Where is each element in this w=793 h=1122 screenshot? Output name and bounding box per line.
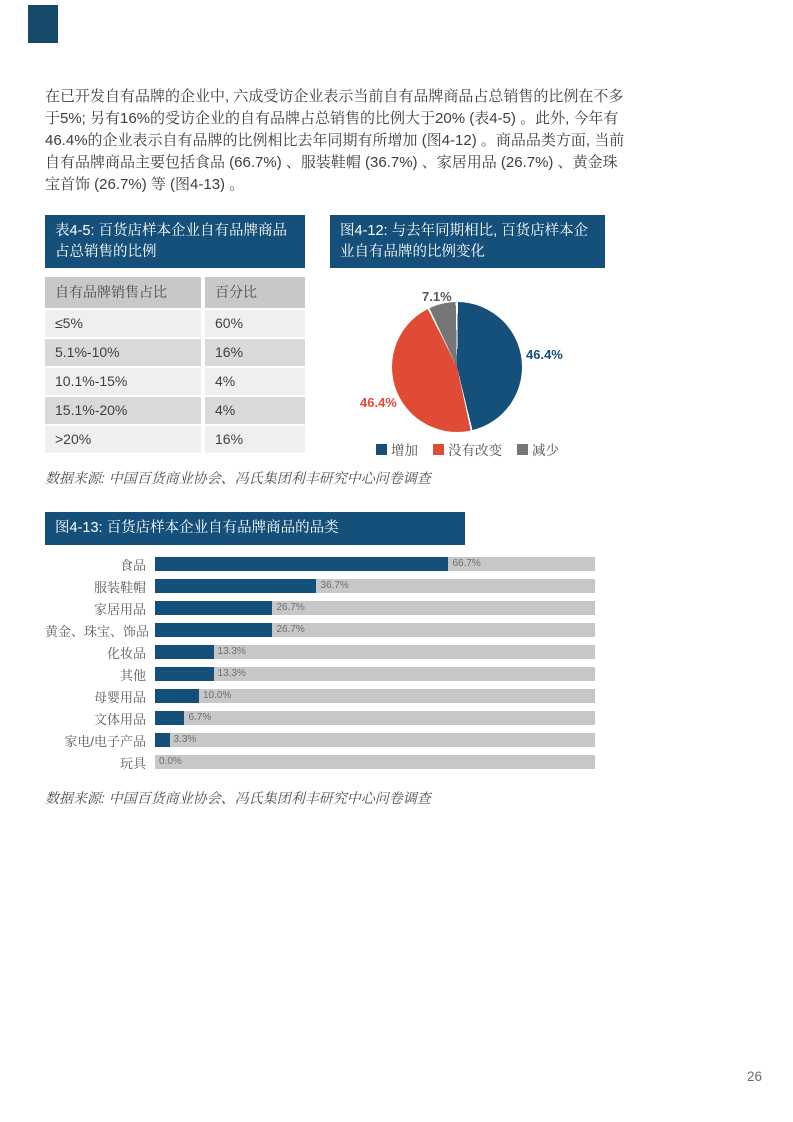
bar-row xyxy=(45,689,595,703)
legend-label: 增加 xyxy=(391,443,418,459)
legend-label: 减少 xyxy=(532,443,559,459)
bar-track xyxy=(155,689,595,703)
bar-value-label: 6.7% xyxy=(188,712,212,723)
bar-track xyxy=(155,755,595,769)
table-row xyxy=(45,339,305,366)
table-4-5-block xyxy=(45,215,305,455)
table-cell: 16% xyxy=(205,339,305,366)
bar-row xyxy=(45,645,595,659)
bar-track xyxy=(155,711,595,725)
bar-label: 玩具 xyxy=(119,755,146,771)
bar-fill xyxy=(155,667,214,681)
bar-label: 黄金、珠宝、饰品 xyxy=(45,623,150,639)
bar-label: 食品 xyxy=(119,557,146,573)
bar-fill xyxy=(155,579,316,593)
bar-row xyxy=(45,557,595,571)
table-cell: 4% xyxy=(205,368,305,395)
pie-value-label: 46.4% xyxy=(360,395,397,411)
bar-label: 文体用品 xyxy=(93,711,146,727)
bar-value-label: 3.3% xyxy=(173,734,197,745)
bar-row xyxy=(45,755,595,769)
bar-row xyxy=(45,733,595,747)
table-cell: 5.1%-10% xyxy=(45,339,201,366)
bar-value-label: 66.7% xyxy=(452,558,481,569)
bar-fill xyxy=(155,733,170,747)
own-brand-share-table xyxy=(45,277,305,453)
bar-row xyxy=(45,711,595,725)
data-source-note: 数据来源: 中国百货商业协会、冯氏集团利丰研究中心问卷调查 xyxy=(45,470,431,486)
table-row xyxy=(45,426,305,453)
bar-row xyxy=(45,667,595,681)
legend-item xyxy=(517,439,559,459)
figure-4-12-block xyxy=(330,215,605,464)
bar-track xyxy=(155,557,595,571)
page-corner-mark xyxy=(28,5,58,43)
bar-value-label: 13.3% xyxy=(217,646,246,657)
bar-label: 服装鞋帽 xyxy=(93,579,146,595)
legend-label: 没有改变 xyxy=(448,443,502,459)
table-row xyxy=(45,368,305,395)
pie-chart-area xyxy=(330,284,605,464)
bar-figure-title: 图4-13: 百货店样本企业自有品牌商品的品类 xyxy=(45,512,465,545)
bar-track xyxy=(155,667,595,681)
bar-track xyxy=(155,645,595,659)
legend-item xyxy=(433,439,502,459)
bar-track xyxy=(155,601,595,615)
bar-track xyxy=(155,623,595,637)
bar-value-label: 36.7% xyxy=(320,580,349,591)
pie-figure-title: 图4-12: 与去年同期相比, 百货店样本企业自有品牌的比例变化 xyxy=(330,215,605,268)
bar-value-label: 26.7% xyxy=(276,624,305,635)
bar-fill xyxy=(155,645,214,659)
bar-value-label: 13.3% xyxy=(217,668,246,679)
bar-label: 化妆品 xyxy=(106,645,146,661)
bar-label: 母婴用品 xyxy=(93,689,146,705)
bar-fill xyxy=(155,711,184,725)
pie-value-label: 7.1% xyxy=(422,289,452,305)
table-cell: 15.1%-20% xyxy=(45,397,201,424)
legend-swatch-icon xyxy=(376,444,387,455)
table-row xyxy=(45,310,305,337)
legend-item xyxy=(376,439,418,459)
table-header-row xyxy=(45,277,305,308)
bar-chart xyxy=(45,557,595,777)
pie-chart xyxy=(392,302,522,432)
table-cell: 10.1%-15% xyxy=(45,368,201,395)
bar-label: 家居用品 xyxy=(93,601,146,617)
table-cell: 4% xyxy=(205,397,305,424)
bar-value-label: 0.0% xyxy=(159,756,182,767)
pie-legend xyxy=(330,439,605,459)
bar-fill xyxy=(155,689,199,703)
table-row xyxy=(45,397,305,424)
pie-value-label: 46.4% xyxy=(526,347,563,363)
table-header-cell: 自有品牌销售占比 xyxy=(45,277,201,308)
bar-row xyxy=(45,579,595,593)
data-source-note: 数据来源: 中国百货商业协会、冯氏集团利丰研究中心问卷调查 xyxy=(45,790,431,806)
table-title: 表4-5: 百货店样本企业自有品牌商品占总销售的比例 xyxy=(45,215,305,268)
table-cell: ≤5% xyxy=(45,310,201,337)
bar-value-label: 10.0% xyxy=(203,690,232,701)
bar-track xyxy=(155,733,595,747)
legend-swatch-icon xyxy=(517,444,528,455)
bar-label: 家电/电子产品 xyxy=(64,733,146,749)
bar-value-label: 26.7% xyxy=(276,602,305,613)
bar-fill xyxy=(155,601,272,615)
page-number: 26 xyxy=(747,1069,763,1084)
intro-paragraph: 在已开发自有品牌的企业中, 六成受访企业表示当前自有品牌商品占总销售的比例在不多于5%; 另有16%的受访企业的自有品牌占总销售的比例大于20% (表4-5) 。此外, 今年有46.4%的企业表示自有品牌的比例相比去年同期有所增加 (图4-12) 。商品品类方面, 当前自有品牌商品主要包括食品 (66.7%) 、服装鞋帽 (36.7%) 、家居用品 (26.7%) 、黄金珠宝首饰 (26.7%) 等 (图4-13) 。 xyxy=(45,88,625,193)
bar-fill xyxy=(155,557,448,571)
bar-track xyxy=(155,579,595,593)
bar-label: 其他 xyxy=(119,667,146,683)
table-cell: 60% xyxy=(205,310,305,337)
legend-swatch-icon xyxy=(433,444,444,455)
bar-row xyxy=(45,623,595,637)
bar-row xyxy=(45,601,595,615)
table-cell: >20% xyxy=(45,426,201,453)
bar-fill xyxy=(155,623,272,637)
table-cell: 16% xyxy=(205,426,305,453)
table-header-cell: 百分比 xyxy=(205,277,305,308)
